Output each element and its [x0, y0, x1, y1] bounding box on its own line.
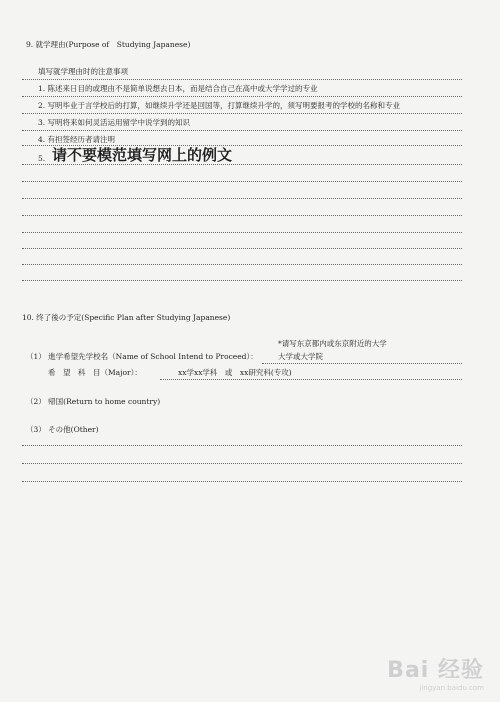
section-10-title: 10. 终了後の予定(Specific Plan after Studying Japanese): [22, 313, 231, 322]
section-9-title: 9. 就学理由(Purpose of Studying Japanese): [26, 40, 191, 49]
university-note: *请写东京都内或东京附近的大学: [278, 339, 387, 348]
answer-line: [22, 445, 462, 446]
answer-line: [22, 215, 462, 216]
school-name-line: [262, 363, 462, 364]
answer-line: [22, 280, 462, 281]
answer-line: [22, 232, 462, 233]
watermark-site: jingyan.baidu.com: [419, 684, 484, 692]
school-name-value: 大学或大学院: [278, 352, 323, 361]
answer-line: [22, 164, 462, 165]
answer-line: [22, 96, 462, 97]
note-item-1: 1. 陈述来日目的或理由不是简单说想去日本，而是结合自己在高中或大学学过的专业: [38, 84, 318, 93]
note-item-5-number: 5.: [38, 154, 46, 163]
major-label: 希 望 科 目（Major）：: [48, 368, 142, 377]
answer-line: [22, 79, 462, 80]
major-value: xx学xx学科 或 xx研究科(专攻): [178, 368, 292, 377]
answer-line: [22, 264, 462, 265]
answer-line: [22, 198, 462, 199]
baidu-jingyan-watermark: [387, 653, 484, 692]
answer-line: [22, 463, 462, 464]
note-item-2: 2. 写明毕业于言学校后的打算，如继续升学还是回国等，打算继续升学的，须写明要报考的学校的名称和专业: [38, 101, 401, 110]
answer-line: [22, 481, 462, 482]
note-item-5-text: 请不要模范填写网上的例文: [52, 146, 233, 164]
answer-line: [22, 181, 462, 182]
major-line: [160, 379, 462, 380]
answer-line: [22, 248, 462, 249]
note-item-4: 4. 有担签经历者请注明: [38, 135, 116, 144]
other-option: （3） その他(Other): [26, 425, 99, 434]
answer-line: [22, 130, 462, 131]
watermark-logo: Bai 经验: [387, 658, 484, 683]
note-item-3: 3. 写明将来如何灵活运用留学中说学到的知识: [38, 118, 191, 127]
notes-header: 填写就学理由时的注意事项: [38, 67, 128, 76]
school-name-label: （1） 進学希望先学校名（Name of School Intend to Proceed）：: [26, 352, 258, 361]
answer-line: [22, 113, 462, 114]
return-home-option: （2） 帰国(Return to home country): [26, 397, 161, 406]
